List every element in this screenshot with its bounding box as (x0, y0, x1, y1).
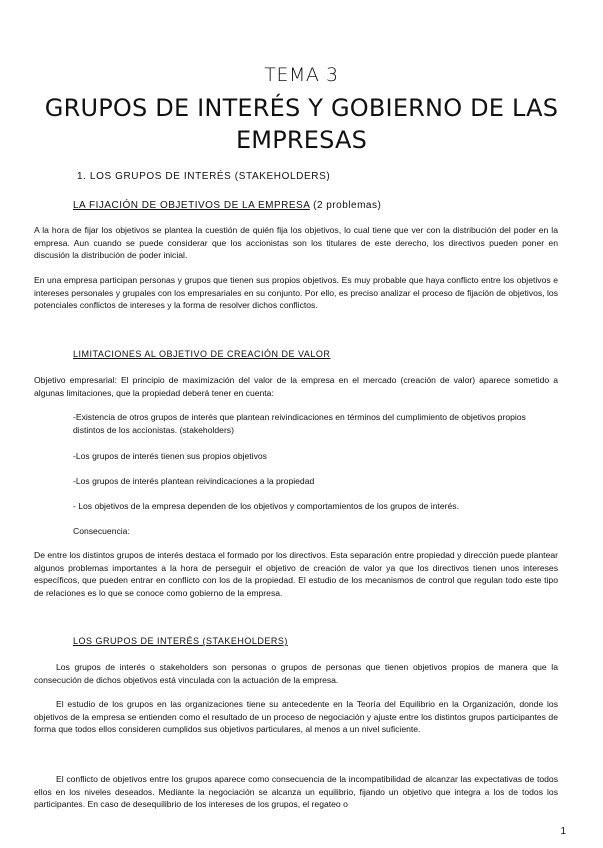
list-item: - Los objetivos de la empresa dependen de los objetivos y comportamientos de los grupos de interés. (73, 501, 459, 511)
paragraph-fijacion-1: A la hora de fijar los objetivos se plantea la cuestión de quién fija los objetivos, lo cual tiene que ver con la distribución del poder en la empresa. Aun cuando se puede considerar que los accionistas son los titulares de este derecho, los directivos pueden poner en discusión la distribución de poder inicial. (34, 225, 558, 260)
subheading-fijacion (73, 200, 381, 211)
paragraph-grupos-2: El estudio de los grupos en las organizaciones tiene su antecedente en la Teoría del Equilibrio en la Organización, donde los objetivos de la empresa se entienden como el resultado de un proceso de negociación y ajuste entre los distintos grupos participantes de forma que todos ellos consideren cumplidos sus objetivos particulares, al menos a un nivel suficiente. (34, 699, 558, 734)
list-item: -Existencia de otros grupos de interés que plantean reivindicaciones en términos del cumplimiento de objetivos propios distintos de los accionistas. (stakeholders) (73, 412, 526, 435)
list-item: -Los grupos de interés tienen sus propios objetivos (73, 451, 267, 461)
subheading-limitaciones-title: LIMITACIONES AL OBJETIVO DE CREACIÓN DE VALOR (73, 349, 331, 359)
subheading-fijacion-title: LA FIJACIÓN DE OBJETIVOS DE LA EMPRESA (73, 200, 310, 211)
paragraph-limitaciones-consecuencia: De entre los distintos grupos de interés destaca el formado por los directivos. Esta separación entre propiedad y dirección puede plantear algunos problemas importantes a la hora de perseguir el objetivo de creación de valor ya que los directivos tienen unos intereses específicos, que pueden entrar en conflicto con los de la propiedad. El estudio de los mecanismos de control que regulan todo este tipo de relaciones es lo que se conoce como gobierno de la empresa. (34, 550, 558, 598)
consecuencia-label: Consecuencia: (73, 526, 130, 536)
subheading-limitaciones (73, 349, 330, 359)
subheading-grupos (73, 636, 288, 646)
subheading-grupos-title: LOS GRUPOS DE INTERÉS (STAKEHOLDERS) (73, 636, 288, 646)
page-title: GRUPOS DE INTERÉS Y GOBIERNO DE LAS EMPRESAS (44, 94, 559, 154)
list-item: -Los grupos de interés plantean reivindicaciones a la propiedad (73, 476, 315, 486)
subheading-fijacion-note: (2 problemas) (313, 200, 382, 211)
paragraph-grupos-1: Los grupos de interés o stakeholders son personas o grupos de personas que tienen objetivos propios de manera que la consecución de dichos objetivos está vinculada con la actuación de la empresa. (34, 662, 558, 685)
paragraph-fijacion-2: En una empresa participan personas y grupos que tienen sus propios objetivos. Es muy probable que haya conflicto entre los objetivos e intereses personales y grupales con los empresariales en su conjunto. Por ello, es preciso analizar el proceso de fijación de objetivos, los potenciales conflictos de intereses y la forma de resolver dichos conflictos. (34, 275, 558, 310)
paragraph-limitaciones-intro: Objetivo empresarial: El principio de maximización del valor de la empresa en el mercado (creación de valor) aparece sometido a algunas limitaciones, que la propiedad deberá tener en cuenta: (34, 375, 558, 398)
page-number: 1 (560, 826, 566, 837)
paragraph-grupos-3: El conflicto de objetivos entre los grupos aparece como consecuencia de la incompatibilidad de alcanzar las expectativas de todos ellos en los niveles deseados. Mediante la negociación se alcanza un equilibrio, fijando un objetivo que integra a los de todos los participantes. En caso de desequilibrio de los intereses de los grupos, el regateo o (34, 774, 558, 809)
section-heading-stakeholders: 1. LOS GRUPOS DE INTERÉS (STAKEHOLDERS) (77, 171, 331, 182)
tema-label: TEMA 3 (264, 64, 339, 86)
